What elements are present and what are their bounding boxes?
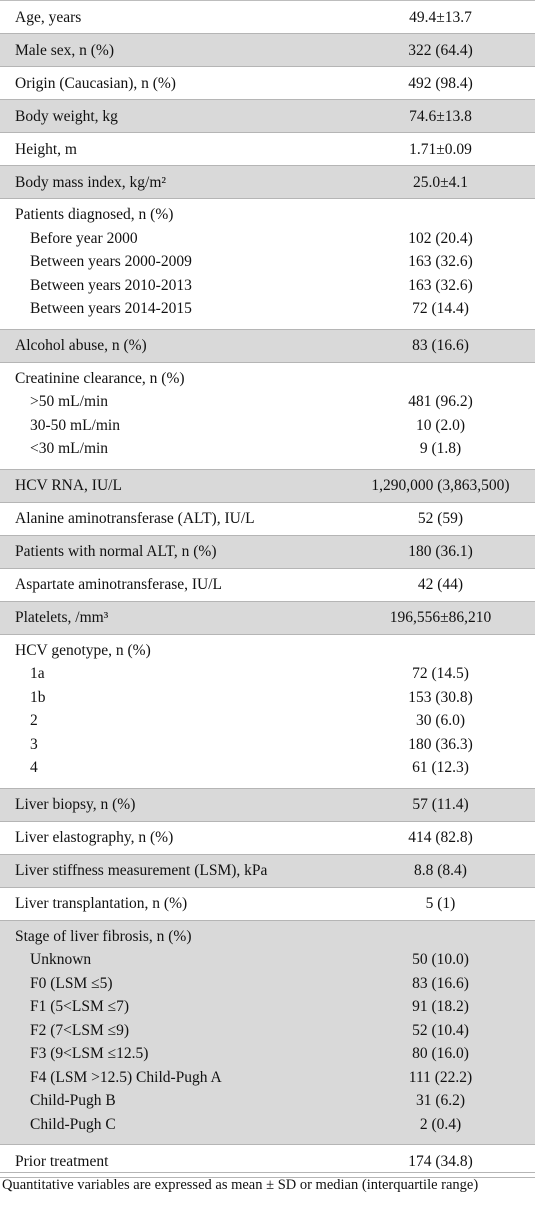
subgroup-row — [0, 756, 535, 780]
subgroup-value: 481 (96.2) — [408, 393, 473, 410]
table-row — [0, 536, 535, 569]
subgroup-label: Between years 2014-2015 — [30, 300, 192, 317]
subgroup-row — [0, 948, 535, 972]
table-group — [0, 635, 535, 789]
subgroup-value: 91 (18.2) — [412, 998, 469, 1015]
subgroup-row — [0, 274, 535, 298]
table-row — [0, 470, 535, 503]
subgroup-row — [0, 662, 535, 686]
subgroup-label: 4 — [30, 759, 38, 776]
row-label: Liver elastography, n (%) — [15, 829, 174, 846]
table-row — [0, 100, 535, 133]
group-heading: Creatinine clearance, n (%) — [15, 369, 185, 387]
subgroup-row — [0, 1089, 535, 1113]
table-group — [0, 921, 535, 1146]
subgroup-label: 3 — [30, 735, 38, 753]
subgroup-value: 163 (32.6) — [408, 253, 473, 270]
row-label: Platelets, /mm³ — [15, 609, 109, 626]
row-value: 42 (44) — [417, 576, 464, 593]
subgroup-value: 180 (36.3) — [408, 735, 473, 753]
subgroup-row — [0, 297, 535, 321]
subgroup-label: Before year 2000 — [30, 229, 138, 247]
subgroup-label: Unknown — [30, 951, 92, 968]
row-value: 83 (16.6) — [412, 337, 469, 354]
subgroup-row — [0, 1066, 535, 1090]
table-footnote: Quantitative variables are expressed as mean ± SD or median (interquartile range) — [0, 1172, 535, 1195]
table-row — [0, 789, 535, 822]
subgroup-value: 163 (32.6) — [408, 276, 473, 294]
subgroup-row — [0, 972, 535, 996]
row-label: Prior treatment — [15, 1152, 109, 1170]
subgroup-label: <30 mL/min — [30, 440, 109, 457]
row-label: Origin (Caucasian), n (%) — [15, 74, 176, 92]
row-value: 1.71±0.09 — [409, 140, 472, 158]
table-row — [0, 166, 535, 199]
table-row — [0, 34, 535, 67]
subgroup-value: 61 (12.3) — [412, 759, 469, 776]
table-row — [0, 888, 535, 921]
group-heading: Stage of liver fibrosis, n (%) — [15, 927, 192, 945]
row-label: Height, m — [15, 140, 77, 158]
row-value: 5 (1) — [425, 895, 456, 912]
subgroup-label: Child-Pugh C — [30, 1115, 116, 1133]
table-row — [0, 855, 535, 888]
subgroup-row — [0, 709, 535, 733]
row-value: 196,556±86,210 — [389, 609, 492, 626]
row-label: Body weight, kg — [15, 107, 118, 125]
subgroup-label: Between years 2010-2013 — [30, 276, 192, 294]
subgroup-row — [0, 1113, 535, 1137]
row-label: Body mass index, kg/m² — [15, 173, 167, 191]
subgroup-label: 2 — [30, 712, 38, 729]
table-row — [0, 133, 535, 166]
subgroup-label: F1 (5<LSM ≤7) — [30, 998, 130, 1015]
row-label: Aspartate aminotransferase, IU/L — [15, 576, 223, 593]
row-value: 492 (98.4) — [408, 74, 473, 92]
row-value: 49.4±13.7 — [409, 8, 472, 26]
subgroup-label: Between years 2000-2009 — [30, 253, 192, 270]
row-label: Liver stiffness measurement (LSM), kPa — [15, 862, 268, 879]
table-row — [0, 67, 535, 100]
row-label: HCV RNA, IU/L — [15, 477, 122, 494]
row-value: 8.8 (8.4) — [414, 862, 467, 879]
row-label: Age, years — [15, 8, 82, 26]
subgroup-row — [0, 1042, 535, 1066]
subgroup-label: F3 (9<LSM ≤12.5) — [30, 1045, 149, 1062]
row-label: Alcohol abuse, n (%) — [15, 337, 147, 354]
row-value: 174 (34.8) — [408, 1152, 473, 1170]
table-group — [0, 199, 535, 330]
table-row — [0, 569, 535, 602]
subgroup-label: 1b — [30, 688, 46, 706]
subgroup-value: 72 (14.4) — [412, 300, 469, 317]
subgroup-value: 31 (6.2) — [415, 1092, 466, 1109]
subgroup-value: 10 (2.0) — [415, 416, 466, 434]
subgroup-label: 1a — [30, 665, 45, 682]
subgroup-label: F2 (7<LSM ≤9) — [30, 1021, 130, 1039]
row-value: 414 (82.8) — [408, 829, 473, 846]
subgroup-row — [0, 227, 535, 251]
row-value: 322 (64.4) — [408, 41, 473, 59]
row-label: Liver transplantation, n (%) — [15, 895, 188, 912]
subgroup-value: 9 (1.8) — [419, 440, 462, 457]
table-row — [0, 602, 535, 635]
subgroup-value: 153 (30.8) — [408, 688, 473, 706]
table-row — [0, 330, 535, 363]
subgroup-value: 30 (6.0) — [415, 712, 466, 729]
subgroup-value: 50 (10.0) — [412, 951, 469, 968]
subgroup-value: 83 (16.6) — [412, 974, 469, 992]
row-label: Alanine aminotransferase (ALT), IU/L — [15, 510, 255, 527]
table-row — [0, 822, 535, 855]
subgroup-row — [0, 995, 535, 1019]
subgroup-row — [0, 390, 535, 414]
subgroup-row — [0, 733, 535, 757]
row-value: 180 (36.1) — [408, 543, 473, 560]
subgroup-value: 52 (10.4) — [412, 1021, 469, 1039]
row-value: 1,290,000 (3,863,500) — [371, 477, 510, 494]
row-value: 52 (59) — [417, 510, 464, 527]
subgroup-label: 30-50 mL/min — [30, 416, 120, 434]
group-heading: Patients diagnosed, n (%) — [15, 206, 174, 223]
row-value: 25.0±4.1 — [412, 173, 468, 191]
subgroup-value: 72 (14.5) — [412, 665, 469, 682]
subgroup-label: F0 (LSM ≤5) — [30, 974, 113, 992]
row-label: Liver biopsy, n (%) — [15, 796, 136, 813]
subgroup-label: >50 mL/min — [30, 393, 109, 410]
row-value: 74.6±13.8 — [409, 107, 472, 125]
subgroup-row — [0, 250, 535, 274]
subgroup-label: F4 (LSM >12.5) Child-Pugh A — [30, 1068, 222, 1086]
subgroup-label: Child-Pugh B — [30, 1092, 116, 1109]
subgroup-value: 102 (20.4) — [408, 229, 473, 247]
row-label: Male sex, n (%) — [15, 41, 114, 59]
table-row — [0, 1, 535, 34]
subgroup-row — [0, 437, 535, 461]
row-label: Patients with normal ALT, n (%) — [15, 543, 217, 560]
group-heading: HCV genotype, n (%) — [15, 641, 151, 659]
table-group — [0, 363, 535, 470]
subgroup-row — [0, 1019, 535, 1043]
subgroup-row — [0, 414, 535, 438]
subgroup-value: 2 (0.4) — [419, 1115, 462, 1133]
subgroup-row — [0, 686, 535, 710]
subgroup-value: 80 (16.0) — [412, 1045, 469, 1062]
table-row — [0, 503, 535, 536]
row-value: 57 (11.4) — [412, 796, 469, 813]
subgroup-value: 111 (22.2) — [408, 1068, 473, 1086]
